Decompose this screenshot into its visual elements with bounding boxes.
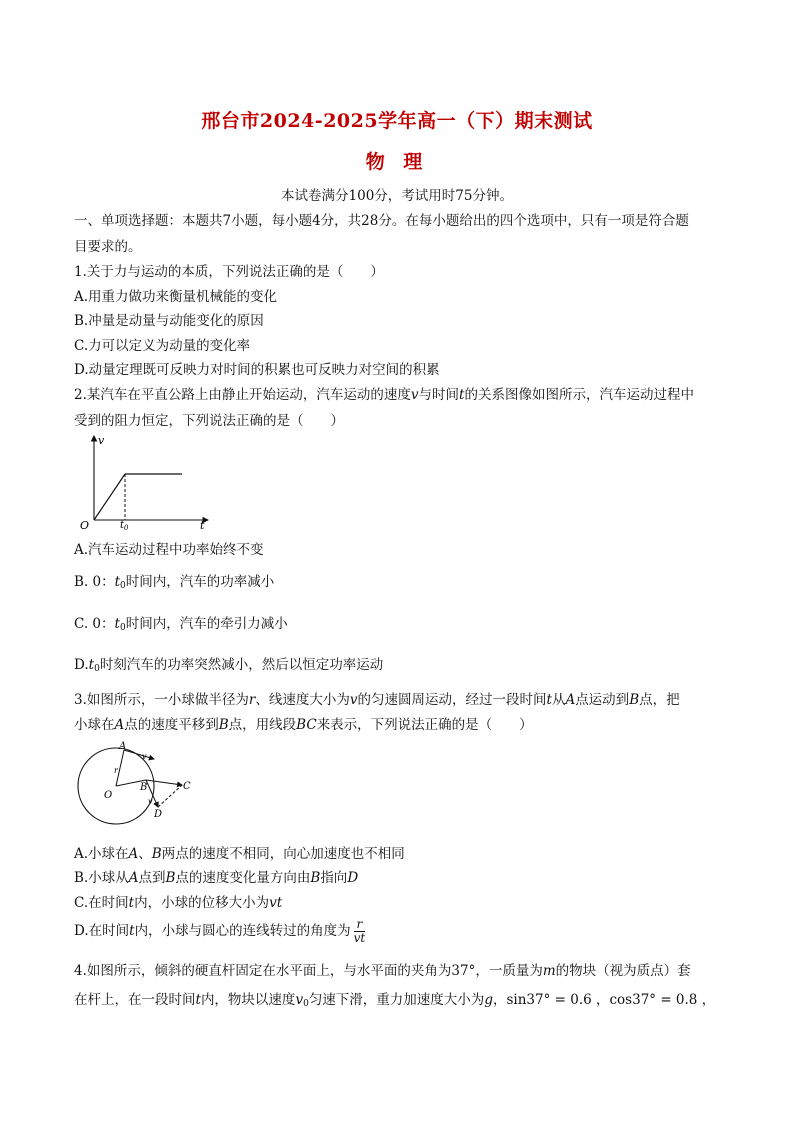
q3-label-v: v	[142, 752, 147, 761]
q1-option-b: B.冲量是动量与动能变化的原因	[74, 313, 264, 329]
q3-label-a: A	[119, 741, 127, 752]
q2-graph-rise	[94, 474, 125, 520]
q3-option-c: C.在时间t内，小球的位移大小为vt	[74, 895, 283, 911]
q2-y-label: v	[98, 434, 105, 447]
q2-option-a: A.汽车运动过程中功率始终不变	[74, 542, 264, 558]
q2-t0-label: $t_0$	[120, 520, 129, 532]
q3-label-b: B	[140, 782, 148, 793]
q1-option-d: D.动量定理既可反映力对时间的积累也可反映力对空间的积累	[74, 362, 440, 378]
q2-vt-graph	[76, 432, 216, 532]
q3-label-d: D	[154, 809, 163, 820]
q1-option-c: C.力可以定义为动量的变化率	[74, 338, 251, 354]
q3-option-d-fraction: $\frac{r}{vt}$	[353, 917, 366, 945]
exam-subject: 物 理	[365, 151, 429, 173]
q3-option-d: D.在时间t内，小球与圆心的连线转过的角度为 $\frac{r}{vt}$	[74, 917, 366, 945]
q2-stem-line2: 受到的阻力恒定，下列说法正确的是（ ）	[74, 413, 344, 429]
q3-circle-figure	[74, 740, 194, 828]
q1-stem: 1.关于力与运动的本质，下列说法正确的是（ ）	[74, 264, 384, 280]
q2-option-c: C. 0：$t_0$时间内，汽车的牵引力减小	[74, 616, 288, 633]
q3-stem-line2: 小球在A点的速度平移到B点，用线段BC来表示，下列说法正确的是（ ）	[74, 717, 533, 733]
q3-dash-dc	[158, 785, 182, 807]
exam-title: 邢台市2024-2025学年高一（下）期末测试	[201, 110, 593, 132]
section-heading-line1: 一、单项选择题：本题共7小题，每小题4分，共28分。在每小题给出的四个选项中，只有一项是符合题	[74, 213, 689, 229]
q3-stem-line1: 3.如图所示，一小球做半径为r、线速度大小为v的匀速圆周运动，经过一段时间t从A点运动到B点，把	[74, 692, 680, 708]
q3-segment-bc	[146, 780, 182, 785]
q2-x-label: t	[200, 519, 205, 532]
section-heading-line2: 目要求的。	[74, 239, 142, 255]
q2-option-b: B. 0：$t_0$时间内，汽车的功率减小	[74, 574, 275, 591]
q2-option-d: $D.t_0$时刻汽车的功率突然减小，然后以恒定功率运动	[74, 657, 384, 674]
exam-note: 本试卷满分100分，考试用时75分钟。	[281, 188, 513, 204]
q3-label-v2: v	[148, 797, 153, 806]
q4-stem-line2: 在杆上，在一段时间t内，物块以速度$v_0$匀速下滑，重力加速度大小为g，sin37° = 0.6 ，cos37° = 0.8 ，	[74, 992, 716, 1009]
q1-option-a: A.用重力做功来衡量机械能的变化	[74, 289, 278, 305]
q3-label-c: C	[183, 781, 191, 792]
q3-label-r: r	[114, 766, 118, 775]
q3-option-a: A.小球在A、B两点的速度不相同，向心加速度也不相同	[74, 846, 405, 862]
q2-stem-line1: 2.某汽车在平直公路上由静止开始运动，汽车运动的速度v与时间t的关系图像如图所示，汽车运动过程中	[74, 387, 694, 403]
q3-option-b: B.小球从A点到B点的速度变化量方向由B指向D	[74, 870, 359, 886]
q3-label-o: O	[104, 790, 113, 801]
q3-velocity-a	[124, 750, 154, 759]
q2-origin-label: O	[80, 519, 90, 532]
q4-stem-line1: 4.如图所示，倾斜的硬直杆固定在水平面上，与水平面的夹角为37°，一质量为m的物块（视为质点）套	[74, 963, 691, 979]
